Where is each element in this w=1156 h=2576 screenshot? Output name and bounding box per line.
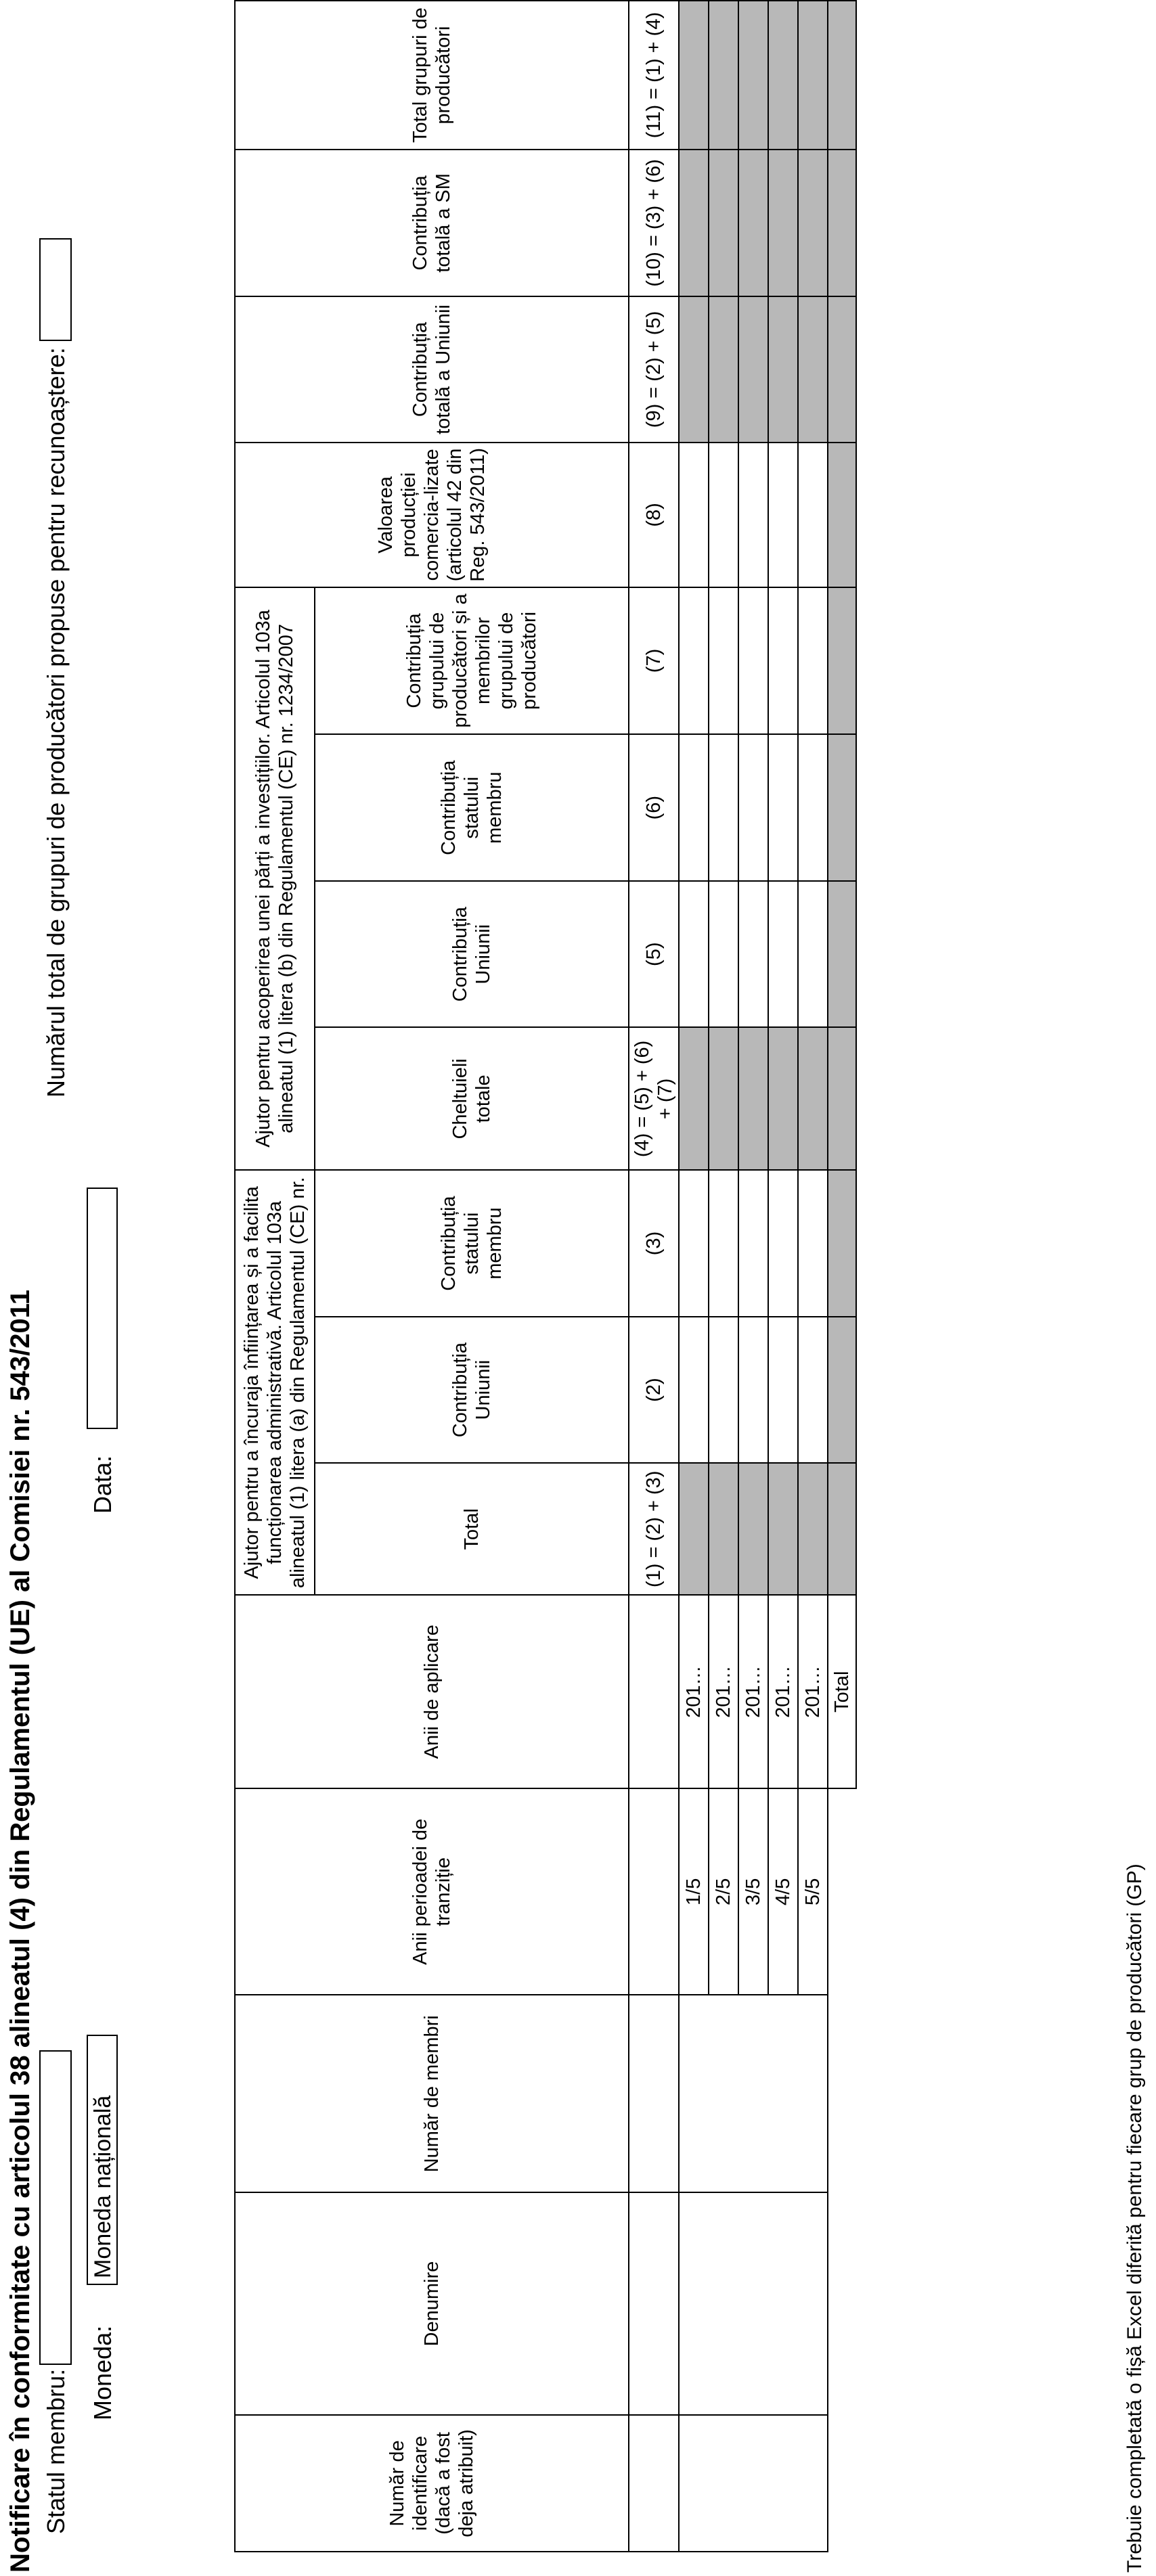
year-cell: 201… [679,1595,709,1788]
header-members: Număr de membri [235,1995,629,2192]
subheader-total: Total [315,1463,629,1595]
total-row [828,1,856,2552]
table-row [679,1,709,2552]
formula-7: (7) [629,587,679,735]
date-field[interactable] [87,1188,118,1429]
members-cell[interactable] [679,1995,828,2192]
transition-cell: 3/5 [738,1788,768,1995]
formula-10: (10) = (3) + (6) [629,150,679,296]
header-aid-investment: Ajutor pentru acoperirea unei părți a investițiilor. Articolul 103a alineatul (1) litera (b) din Regulamentul (CE) nr. 1234/2007 [235,587,315,1171]
formula-8: (8) [629,443,679,587]
header-id-number: Număr de identificare (dacă a fost deja atribuit) [235,2415,629,2552]
header-aid-setup: Ajutor pentru a încuraja înființarea și a facilita funcționarea administrativă. Articolul 103a alineatul (1) litera (a) din Regulamentul (CE) nr. [235,1170,315,1595]
subheader-pg: Contribuția grupului de producători și a membrilor grupului de producători [315,587,629,735]
formula-1: (1) = (2) + (3) [629,1463,679,1595]
total-label: Total [828,1595,856,1788]
subheader-union-2: Contribuția Uniunii [315,881,629,1028]
formula-11: (11) = (1) + (4) [629,1,679,150]
page-title: Notificare în conformitate cu articolul 38 alineatul (4) din Regulamentul (UE) al Comisiei nr. 543/2011 [5,1289,35,2573]
currency-label: Moneda: [89,2325,116,2420]
date-label: Data: [89,1455,116,1514]
transition-cell: 2/5 [709,1788,738,1995]
subheader-ms-2: Contribuția statului membru [315,734,629,881]
currency-field[interactable]: Moneda națională [87,2035,118,2285]
year-cell: 201… [738,1595,768,1788]
member-state-label: Statul membru: [42,2368,70,2534]
subheader-ms: Contribuția statului membru [315,1170,629,1317]
formula-2: (2) [629,1317,679,1464]
notification-table [234,0,857,2552]
year-cell: 201… [709,1595,738,1788]
name-cell[interactable] [679,2192,828,2415]
header-marketed-value: Valoarea producției comercia-lizate (articolul 42 din Reg. 543/2011) [235,443,629,587]
header-total-union: Contribuția totală a Uniunii [235,296,629,443]
subheader-union: Contribuția Uniunii [315,1317,629,1464]
subheader-total-expenses: Cheltuieli totale [315,1027,629,1170]
id-number-cell[interactable] [679,2415,828,2552]
formula-3: (3) [629,1170,679,1317]
formula-4: (4) = (5) + (6) + (7) [629,1027,679,1170]
transition-cell: 4/5 [768,1788,798,1995]
total-groups-field[interactable] [39,238,72,341]
formula-9: (9) = (2) + (5) [629,296,679,443]
header-transition-years: Anii perioadei de tranziție [235,1788,629,1995]
formula-6: (6) [629,734,679,881]
transition-cell: 5/5 [798,1788,828,1995]
header-application-years: Anii de aplicare [235,1595,629,1788]
member-state-field[interactable] [39,2050,72,2365]
footnote: Trebuie completată o fișă Excel diferită pentru fiecare grup de producători (GP) [1124,1863,1146,2573]
total-groups-label: Numărul total de grupuri de producători propuse pentru recunoaștere: [42,347,70,1098]
transition-cell: 1/5 [679,1788,709,1995]
header-name: Denumire [235,2192,629,2415]
formula-5: (5) [629,881,679,1028]
header-total-groups: Total grupuri de producători [235,1,629,150]
year-cell: 201… [798,1595,828,1788]
year-cell: 201… [768,1595,798,1788]
header-total-ms: Contribuția totală a SM [235,150,629,296]
